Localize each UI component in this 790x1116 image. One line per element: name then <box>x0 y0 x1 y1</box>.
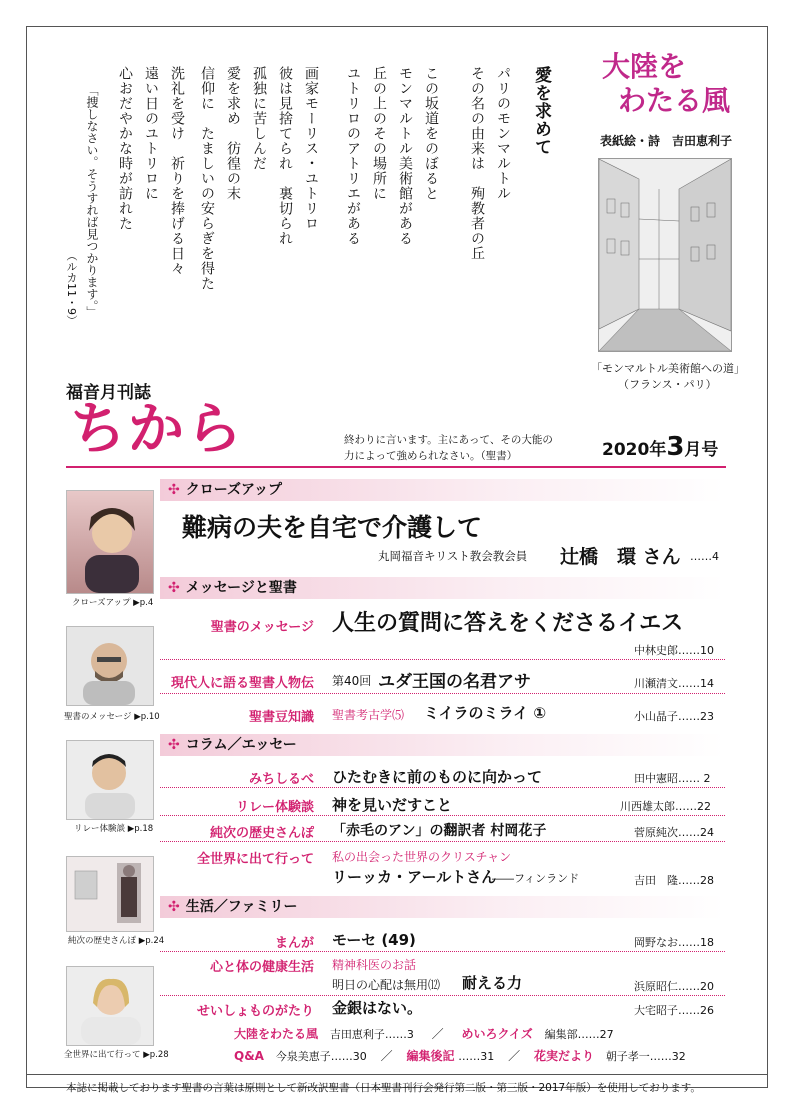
section-header-message <box>160 577 725 599</box>
article-author: 大宅昭子……26 <box>634 1004 714 1017</box>
issue-month: 3 <box>666 432 685 462</box>
photo-caption: 全世界に出て行って ▶p.28 <box>64 1050 169 1060</box>
separator <box>160 693 725 694</box>
photo-caption: 純次の歴史さんぽ ▶p.24 <box>68 936 165 946</box>
section-header-column <box>160 734 725 756</box>
category-label: 聖書のメッセージ <box>210 620 314 635</box>
bible-quote-ref: （ルカ11・9） <box>65 250 78 326</box>
cover-caption-1: 「モンマルトル美術館への道」 <box>591 362 745 375</box>
separator <box>160 659 725 660</box>
poem-line: 画家モーリス・ユトリロ <box>303 66 319 231</box>
issue-date <box>602 432 718 462</box>
section-header-life <box>160 896 725 918</box>
category-label: 現代人に語る聖書人物伝 <box>170 676 314 691</box>
article-author: 中林史郎……10 <box>634 644 714 657</box>
article-author: 田中憲昭…… 2 <box>634 772 711 785</box>
historical-photo <box>67 857 153 931</box>
category-label: リレー体験談 <box>235 800 314 815</box>
photo-caption: 聖書のメッセージ ▶p.10 <box>64 712 160 722</box>
misc-author: ……31 <box>458 1050 495 1063</box>
misc-title[interactable]: めいろクイズ <box>461 1027 533 1041</box>
street-sketch <box>599 159 731 351</box>
cover-logo <box>596 46 746 116</box>
photo-history <box>66 856 154 932</box>
photo-world <box>66 966 154 1046</box>
section-title: 生活／ファミリー <box>185 899 298 915</box>
poem-line: モンマルトル美術館がある <box>397 66 413 246</box>
portrait-woman-blonde <box>67 967 153 1045</box>
masthead-rule <box>66 466 726 468</box>
masthead-verse-2: 力によって強められなさい。（聖書） <box>344 450 518 462</box>
section-title: コラム／エッセー <box>185 737 297 753</box>
poem-line: 洗礼を受け 祈りを捧げる日々 <box>169 66 185 276</box>
issue-suffix: 月号 <box>684 440 719 460</box>
poem-line: 心おだやかな時が訪れた <box>117 66 133 231</box>
slash: ／ <box>380 1049 393 1063</box>
closeup-affiliation: 丸岡福音キリスト教会教会員 <box>378 549 528 563</box>
article-subtitle: 精神科医のお話 <box>332 958 417 972</box>
poem-line: 孤独に苦しんだ <box>251 66 267 171</box>
article-author: 菅原純次……24 <box>634 826 714 839</box>
photo-relay <box>66 740 154 820</box>
footer-note: 本誌に掲載しております聖書の言葉は原則として新改訳聖書（日本聖書刊行会発行第二版・第三版・2017年版）を使用しております。 <box>66 1082 701 1094</box>
article-title[interactable]: ミイラのミライ ① <box>424 704 547 722</box>
category-label: せいしょものがたり <box>196 1004 314 1019</box>
bible-quote: 「捜しなさい。そうすれば見つかります。」 <box>85 84 99 318</box>
article-author: 川瀬清文……14 <box>634 677 714 690</box>
article-title[interactable]: リーッカ・アールトさん <box>332 868 497 886</box>
cross-icon: ✣ <box>168 482 180 498</box>
article-title[interactable]: 金銀はない。 <box>332 999 423 1017</box>
article-title[interactable]: ユダ王国の名君アサ <box>378 672 531 692</box>
section-title: メッセージと聖書 <box>185 580 297 596</box>
cover-caption-2: （フランス・パリ） <box>618 378 717 391</box>
separator <box>160 841 725 842</box>
article-author: 川西雄太郎……22 <box>620 800 711 813</box>
category-label: 純次の歴史さんぽ <box>209 826 314 841</box>
slash: ／ <box>431 1027 444 1041</box>
closeup-title[interactable]: 難病の夫を自宅で介護して <box>182 513 483 542</box>
misc-title[interactable]: 大陸をわたる風 <box>234 1027 319 1041</box>
portrait-woman <box>67 491 153 593</box>
article-title[interactable]: 神を見いだすこと <box>332 796 453 814</box>
article-title[interactable]: モーセ (49) <box>332 931 416 949</box>
issue-year: 2020年 <box>602 440 667 460</box>
article-author: 岡野なお……18 <box>634 936 714 949</box>
cover-illustration <box>598 158 732 352</box>
poem-line: 遠い日のユトリロに <box>143 66 159 201</box>
photo-caption: クローズアップ ▶p.4 <box>72 598 154 608</box>
portrait-man <box>67 627 153 705</box>
cross-icon: ✣ <box>168 737 180 753</box>
article-author: 浜原昭仁……20 <box>634 980 714 993</box>
cover-credit: 表紙絵・詩 吉田恵利子 <box>600 134 733 148</box>
category-label: 全世界に出て行って <box>196 852 314 867</box>
article-subtitle: 私の出会った世界のクリスチャン <box>332 850 512 864</box>
poem-line: ユトリロのアトリエがある <box>345 66 361 246</box>
poem-line: 愛を求め 彷徨の末 <box>225 66 241 201</box>
article-title[interactable]: 人生の質問に答えをくださるイエス <box>332 611 684 636</box>
separator <box>160 815 725 816</box>
section-header-closeup <box>160 479 725 501</box>
portrait-young-man <box>67 741 153 819</box>
misc-author: 吉田恵利子……3 <box>329 1028 414 1041</box>
misc-title[interactable]: 編集後記 <box>406 1049 455 1063</box>
article-author: 小山晶子……23 <box>634 710 714 723</box>
article-author: 吉田 隆……28 <box>634 874 714 887</box>
article-prefix: 明日の心配は無用⑿ <box>332 978 441 992</box>
misc-author: 朝子孝一……32 <box>605 1050 686 1063</box>
logo-calligraphy <box>596 46 746 116</box>
misc-title[interactable]: 花実だより <box>533 1049 594 1063</box>
cross-icon: ✣ <box>168 580 180 596</box>
category-label: みちしるべ <box>248 772 314 787</box>
logo-line-2: わたる風 <box>618 84 731 116</box>
footer-rule <box>26 1074 768 1075</box>
separator <box>160 787 725 788</box>
misc-author: 今泉美恵子……30 <box>275 1050 367 1063</box>
misc-line-1 <box>234 1025 614 1042</box>
article-prefix: 第40回 <box>332 674 372 688</box>
category-label: まんが <box>274 936 314 951</box>
magazine-title: ちから <box>70 397 244 462</box>
masthead-verse-1: 終わりに言います。主にあって、その大能の <box>344 434 553 446</box>
logo-line-1: 大陸を <box>602 50 687 83</box>
photo-caption: リレー体験談 ▶p.18 <box>74 824 154 834</box>
category-label: 心と体の健康生活 <box>209 960 314 975</box>
separator <box>160 951 725 952</box>
article-title[interactable]: ひたむきに前のものに向かって <box>332 768 543 786</box>
article-suffix: ――フィンランド <box>492 872 580 885</box>
misc-line-2 <box>234 1047 686 1064</box>
poem-line: 彼は見捨てられ 裏切られ <box>277 66 293 246</box>
category-label: 聖書豆知識 <box>248 710 314 725</box>
section-title: クローズアップ <box>185 482 283 498</box>
misc-author: 編集部……27 <box>544 1028 614 1041</box>
magazine-subtitle: 福音月刊誌 <box>66 383 151 403</box>
article-title[interactable]: 耐える力 <box>462 974 523 992</box>
article-prefix: 聖書考古学⑸ <box>332 708 405 722</box>
poem-line: その名の由来は 殉教者の丘 <box>469 66 485 261</box>
misc-title[interactable]: Q&A <box>234 1049 264 1063</box>
poem-line: パリのモンマルトル <box>495 66 511 201</box>
article-title[interactable]: 「赤毛のアン」の翻訳者 村岡花子 <box>332 823 547 839</box>
closeup-page: ……4 <box>690 550 719 563</box>
cross-icon: ✣ <box>168 899 180 915</box>
poem-line: 信仰に たましいの安らぎを得た <box>199 66 215 291</box>
poem-title: 愛を求めて <box>531 66 551 156</box>
photo-message <box>66 626 154 706</box>
poem-line: この坂道をのぼると <box>423 66 439 201</box>
slash: ／ <box>508 1049 521 1063</box>
poem-line: 丘の上のその場所に <box>371 66 387 201</box>
closeup-name: 辻橋 環 さん <box>560 546 681 568</box>
photo-closeup <box>66 490 154 594</box>
separator <box>160 995 725 996</box>
